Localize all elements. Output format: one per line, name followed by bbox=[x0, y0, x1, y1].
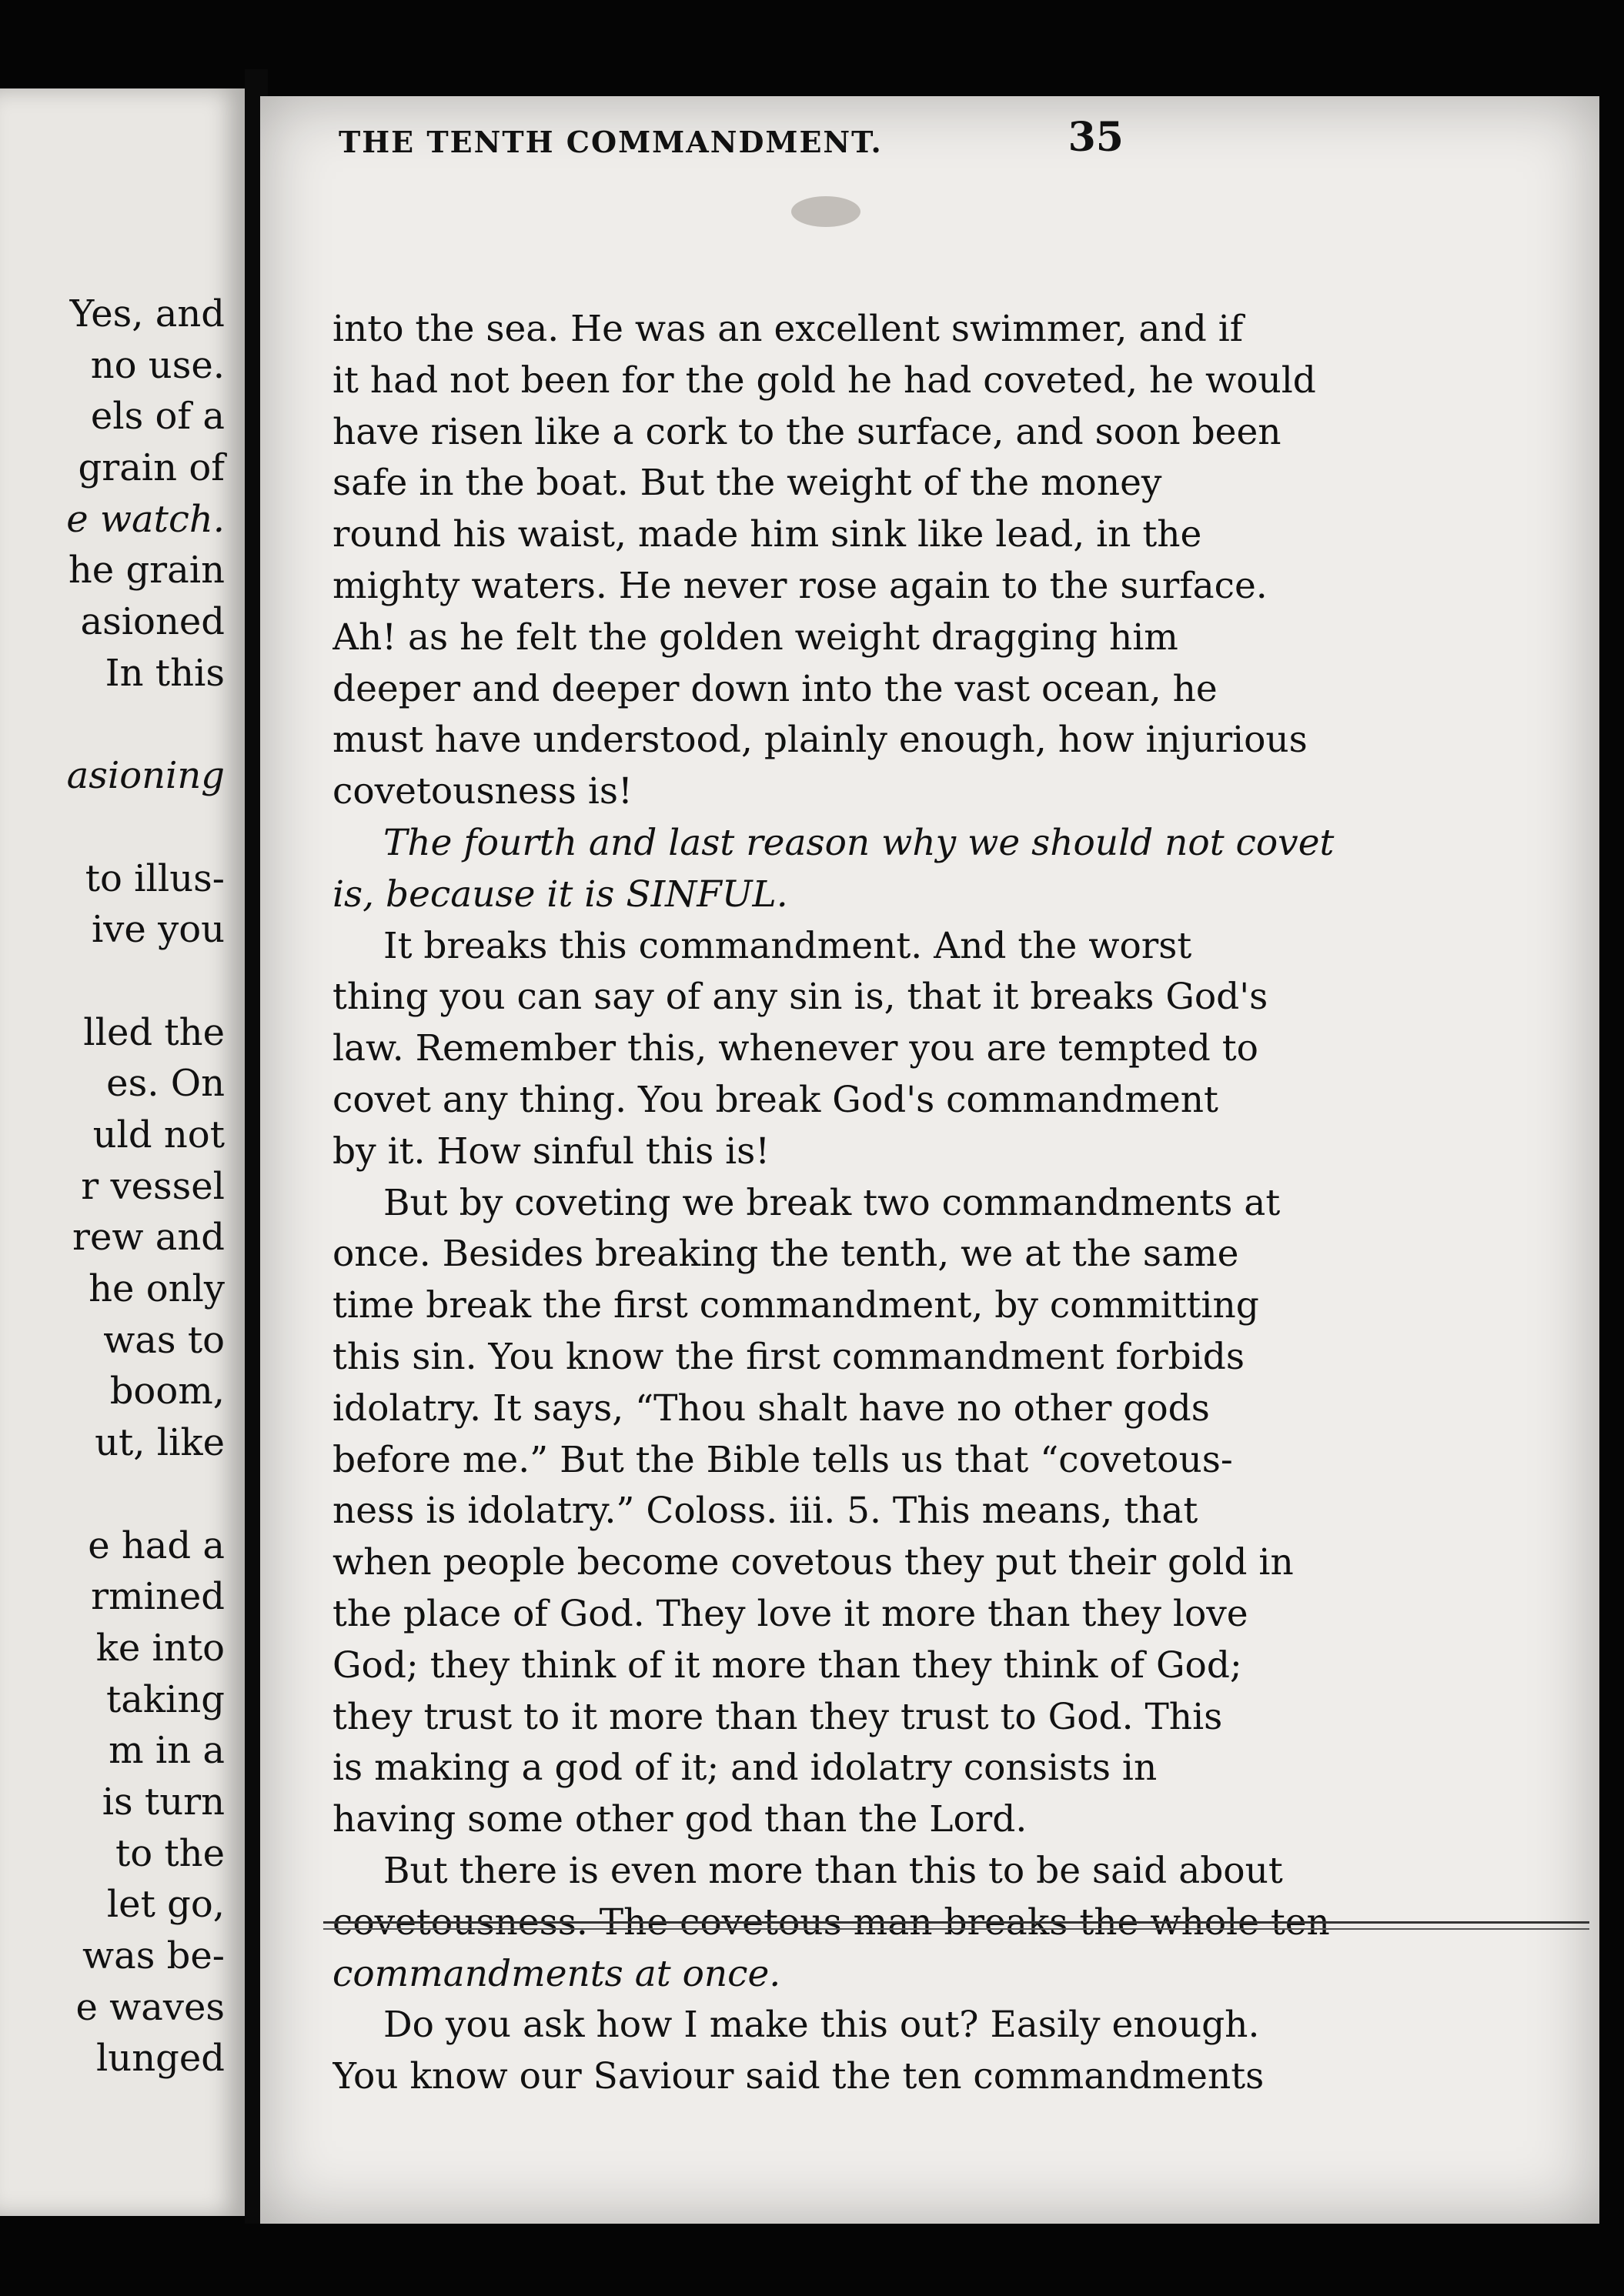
text-line: law. Remember this, whenever you are tempted to bbox=[332, 1027, 1258, 1070]
text-line: safe in the boat. But the weight of the money bbox=[332, 462, 1162, 505]
left-line: Yes, and bbox=[69, 292, 225, 335]
left-line: m in a bbox=[109, 1729, 225, 1773]
previous-page-lines bbox=[66, 289, 225, 2084]
left-line bbox=[66, 699, 225, 751]
text-line: thing you can say of any sin is, that it breaks God's bbox=[332, 976, 1268, 1019]
left-line: uld not bbox=[92, 1113, 225, 1156]
left-line: taking bbox=[106, 1677, 225, 1721]
text-line: before me.” But the Bible tells us that “covetous- bbox=[332, 1438, 1233, 1481]
text-line: covet any thing. You break God's commandment bbox=[332, 1078, 1218, 1121]
page-header bbox=[339, 114, 1124, 168]
left-line: was be- bbox=[82, 1934, 225, 1977]
left-line: let go, bbox=[106, 1883, 225, 1927]
text-line: when people become covetous they put their gold in bbox=[332, 1541, 1294, 1584]
left-line bbox=[66, 956, 225, 1007]
text-line: But there is even more than this to be said about bbox=[383, 1849, 1283, 1892]
previous-page-fragment bbox=[0, 88, 245, 2216]
running-head: THE TENTH COMMANDMENT. bbox=[339, 125, 883, 159]
left-line: ive you bbox=[91, 908, 225, 952]
text-line: have risen like a cork to the surface, and soon been bbox=[332, 410, 1281, 453]
text-line: God; they think of it more than they think of God; bbox=[332, 1644, 1242, 1687]
text-line: they trust to it more than they trust to God. This bbox=[332, 1695, 1223, 1738]
left-line: he grain bbox=[68, 549, 225, 592]
left-line bbox=[66, 1469, 225, 1520]
left-line: In this bbox=[105, 651, 225, 695]
left-line: asioning bbox=[66, 754, 225, 798]
left-line: e waves bbox=[75, 1985, 225, 2029]
left-line bbox=[66, 802, 225, 853]
left-line: to the bbox=[115, 1831, 225, 1875]
text-line: into the sea. He was an excellent swimmer, and if bbox=[332, 308, 1244, 350]
text-line: It breaks this commandment. And the worst bbox=[383, 924, 1192, 967]
left-line: boom, bbox=[109, 1370, 225, 1413]
text-line: round his waist, made him sink like lead, in the bbox=[332, 513, 1202, 556]
text-line: commandments at once. bbox=[332, 1952, 781, 1995]
left-line: rew and bbox=[72, 1216, 225, 1260]
left-line: ut, like bbox=[95, 1421, 225, 1465]
text-line: time break the first commandment, by committing bbox=[332, 1284, 1259, 1327]
left-line: es. On bbox=[106, 1062, 225, 1106]
text-line: idolatry. It says, “Thou shalt have no other gods bbox=[332, 1387, 1210, 1430]
left-line: is turn bbox=[102, 1780, 225, 1824]
scan-scratch-line bbox=[323, 1928, 1589, 1930]
left-line: lunged bbox=[95, 2037, 225, 2081]
text-line: Ah! as he felt the golden weight dragging him bbox=[332, 616, 1178, 659]
text-line: But by coveting we break two commandments at bbox=[383, 1181, 1281, 1224]
text-line: once. Besides breaking the tenth, we at the same bbox=[332, 1233, 1239, 1276]
text-line: by it. How sinful this is! bbox=[332, 1130, 770, 1173]
text-line: the place of God. They love it more than they love bbox=[332, 1592, 1248, 1635]
left-line: he only bbox=[89, 1267, 225, 1311]
text-line: is, because it is SINFUL. bbox=[332, 873, 788, 916]
left-line: grain of bbox=[78, 446, 225, 490]
left-line: was to bbox=[103, 1318, 225, 1362]
scan-scratch-line bbox=[323, 1921, 1589, 1924]
text-line: mighty waters. He never rose again to the surface. bbox=[332, 564, 1268, 607]
left-line: e watch. bbox=[66, 497, 225, 541]
text-line: Do you ask how I make this out? Easily enough. bbox=[383, 2004, 1260, 2047]
left-line: asioned bbox=[80, 600, 225, 644]
page-number: 35 bbox=[1068, 114, 1124, 161]
text-line: this sin. You know the first commandment forbids bbox=[332, 1335, 1245, 1378]
text-line: You know our Saviour said the ten commandments bbox=[332, 2055, 1265, 2098]
text-line: The fourth and last reason why we should not covet bbox=[383, 821, 1335, 864]
left-line: no use. bbox=[90, 343, 225, 387]
ink-blot bbox=[791, 196, 860, 227]
text-line: it had not been for the gold he had coveted, he would bbox=[332, 359, 1316, 402]
text-line: ness is idolatry.” Coloss. iii. 5. This means, that bbox=[332, 1490, 1198, 1533]
text-line: having some other god than the Lord. bbox=[332, 1798, 1028, 1841]
left-line: ke into bbox=[95, 1626, 225, 1670]
left-line: e had a bbox=[88, 1523, 225, 1567]
left-line: lled the bbox=[83, 1010, 225, 1054]
text-line: deeper and deeper down into the vast ocean, he bbox=[332, 667, 1218, 710]
left-line: rmined bbox=[91, 1575, 225, 1619]
left-line: to illus- bbox=[85, 856, 225, 900]
left-line: els of a bbox=[90, 395, 225, 439]
text-line: is making a god of it; and idolatry consists in bbox=[332, 1747, 1158, 1790]
text-line: must have understood, plainly enough, how injurious bbox=[332, 719, 1308, 762]
page-body bbox=[332, 304, 1418, 2103]
left-line: r vessel bbox=[81, 1164, 225, 1208]
text-line: covetousness is! bbox=[332, 770, 633, 813]
